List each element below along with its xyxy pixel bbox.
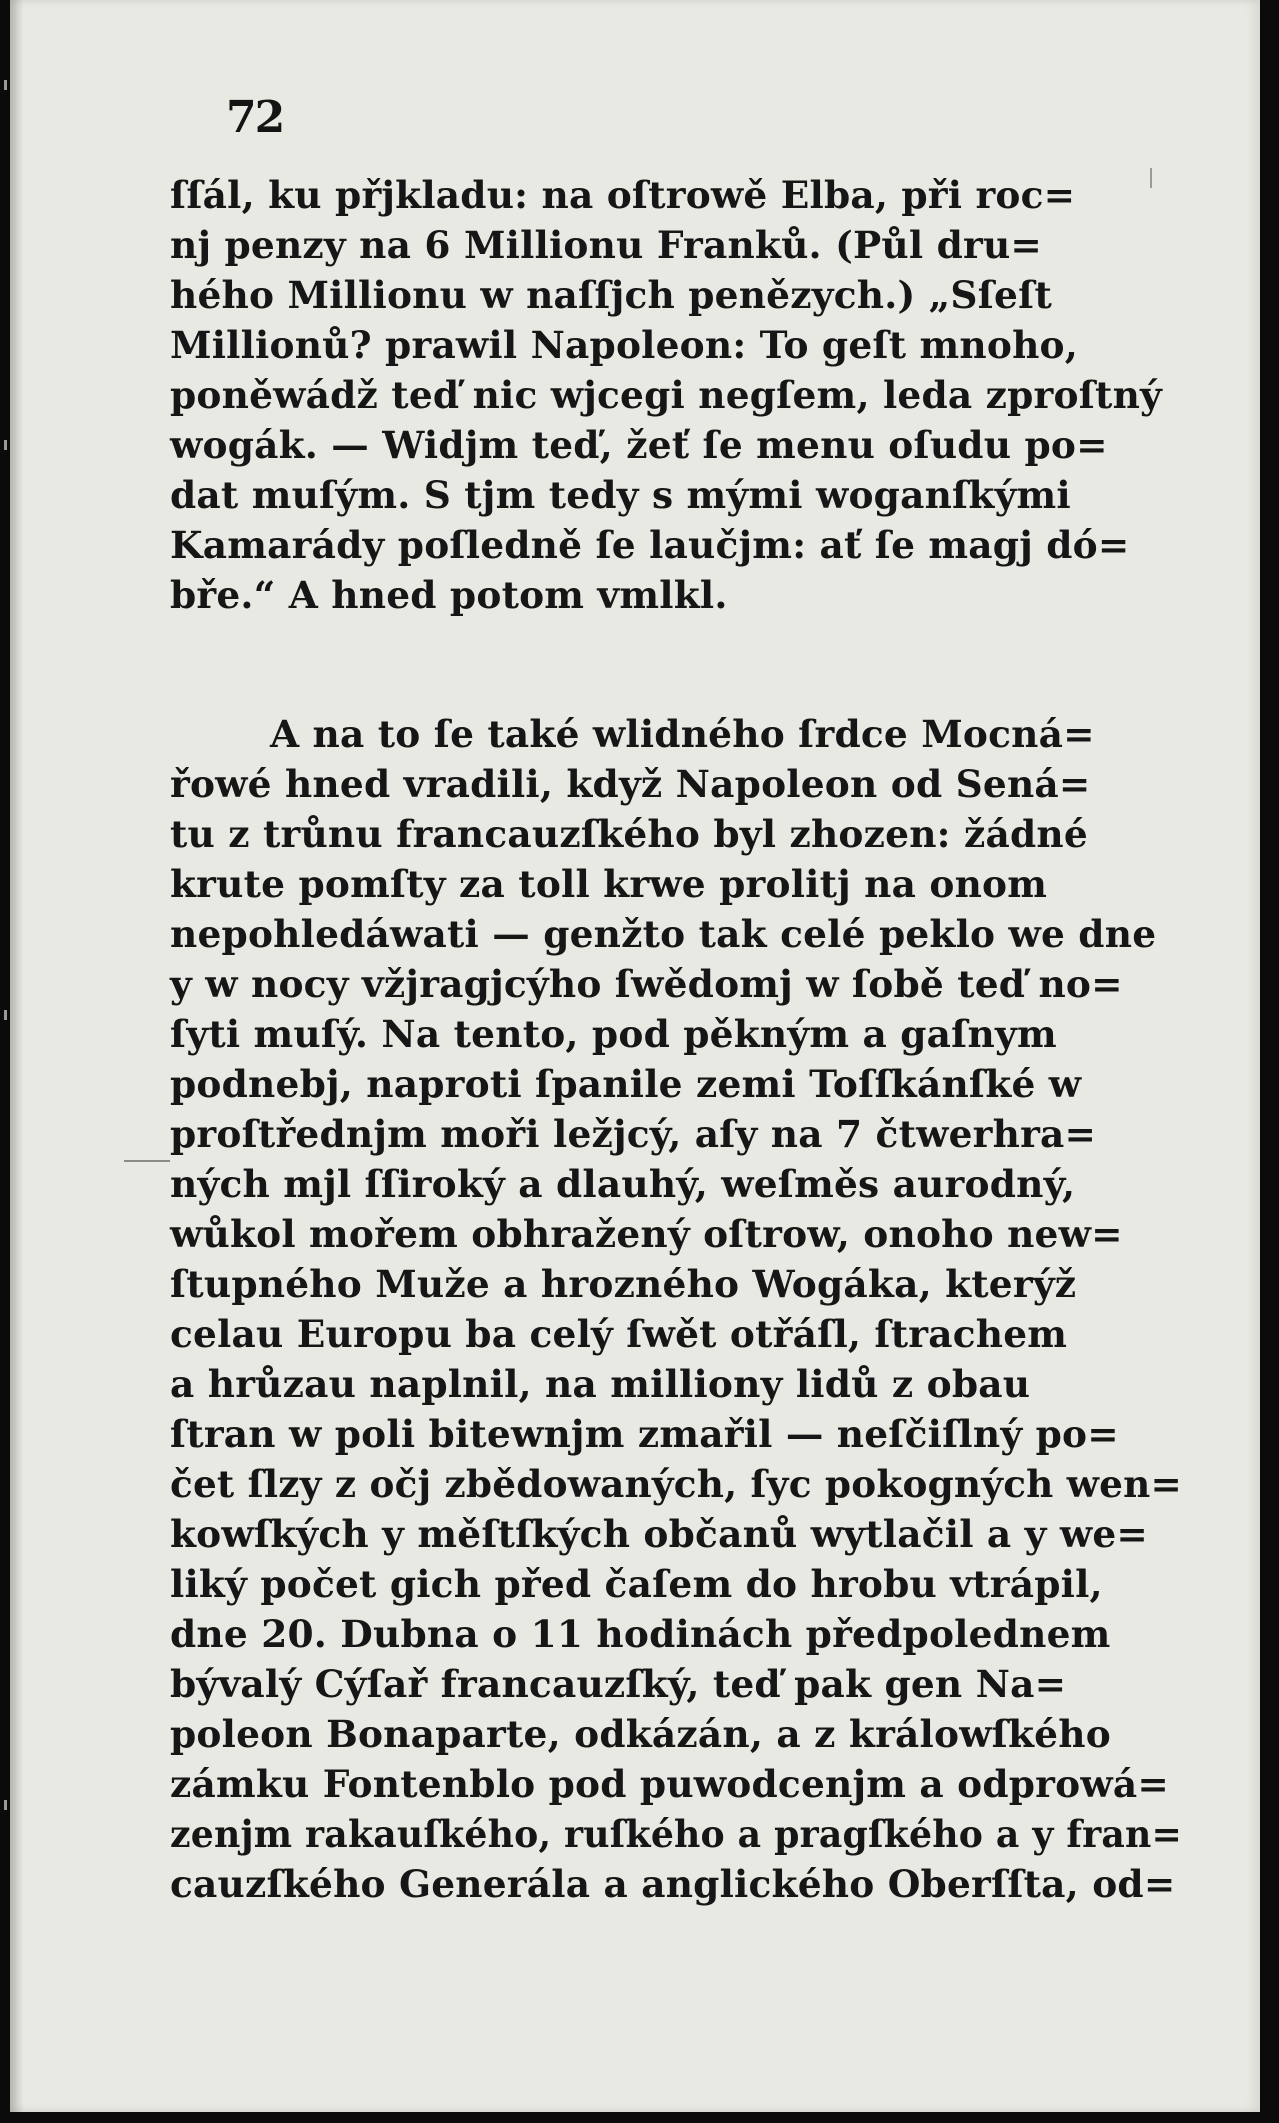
text-line: dat muſým. S tjm tedy s mými woganſkými <box>170 473 1071 517</box>
text-line: cauzſkého Generála a anglického Oberſſta, od= <box>170 1862 1176 1906</box>
paragraph-1 <box>170 170 1182 620</box>
text-line: celau Europu ba celý ſwět otřáſl, ſtrachem <box>170 1312 1068 1356</box>
text-line: tu z trůnu francauzſkého byl zhozen: žádné <box>170 812 1088 856</box>
text-line: řowé hned vradili, když Napoleon od Sená= <box>170 762 1091 806</box>
text-line: ſyti muſý. Na tento, pod pěkným a gaſnym <box>170 1012 1057 1056</box>
text-line: ſtran w poli bitewnjm zmařil — neſčiſlný po= <box>170 1412 1119 1456</box>
text-line: krute pomſty za toll krwe prolitj na onom <box>170 862 1048 906</box>
edge-speck <box>4 1010 7 1020</box>
text-line: dne 20. Dubna o 11 hodinách předpolednem <box>170 1612 1111 1656</box>
text-line: poleon Bonaparte, odkázán, a z králowſkého <box>170 1712 1111 1756</box>
text-line: nj penzy na 6 Millionu Franků. (Půl dru= <box>170 223 1043 267</box>
text-line: ných mjl ſſiroký a dlauhý, weſměs aurodný, <box>170 1162 1076 1206</box>
edge-speck <box>4 1800 7 1810</box>
text-line: bře.“ A hned potom vmlkl. <box>170 573 728 617</box>
page-spine-shadow <box>10 0 24 2112</box>
text-line: liký počet gich před čaſem do hrobu vtrápil, <box>170 1562 1103 1606</box>
text-line: nepohledáwati — genžto tak celé peklo we dne <box>170 912 1157 956</box>
text-line: a hrůzau naplnil, na milliony lidů z obau <box>170 1362 1031 1406</box>
body-text <box>170 170 1182 1909</box>
edge-speck <box>4 80 7 90</box>
text-line: poněwádž teď nic wjcegi negſem, leda zproſtný <box>170 373 1163 417</box>
text-line: ſſál, ku přjkladu: na oſtrowě Elba, při roc= <box>170 173 1076 217</box>
text-line: hého Millionu w naſſjch penězych.) „Sſeſt <box>170 273 1052 317</box>
text-line: A na to ſe také wlidného ſrdce Mocná= <box>270 712 1095 756</box>
text-line: bývalý Cýſař francauzſký, teď pak gen Na= <box>170 1662 1067 1706</box>
text-line: Kamarády poſledně ſe laučjm: ať ſe magj dó= <box>170 523 1130 567</box>
text-line: y w nocy vžjragjcýho ſwědomj w ſobě teď no= <box>170 962 1123 1006</box>
text-line: čet ſlzy z očj zbědowaných, ſyc pokogných wen= <box>170 1462 1183 1506</box>
text-line: ſtupného Muže a hrozného Wogáka, kterýž <box>170 1262 1077 1306</box>
paragraph-2 <box>170 709 1182 1909</box>
paragraph-gap <box>170 620 1182 709</box>
text-line: wogák. — Widjm teď, žeť ſe menu oſudu po= <box>170 423 1108 467</box>
edge-speck <box>4 440 7 450</box>
text-line: zámku Fontenblo pod puwodcenjm a odprowá= <box>170 1762 1169 1806</box>
text-line: zenjm rakauſkého, ruſkého a pragſkého a y fran= <box>170 1812 1183 1856</box>
text-line: kowſkých y měſtſkých občanů wytlačil a y we= <box>170 1512 1149 1556</box>
text-line: wůkol mořem obhražený oſtrow, onoho new= <box>170 1212 1123 1256</box>
text-line: proſtřednjm moři ležjcý, aſy na 7 čtwerhra= <box>170 1112 1097 1156</box>
margin-line <box>124 1160 170 1162</box>
text-line: Millionů? prawil Napoleon: To geſt mnoho, <box>170 323 1078 367</box>
text-line: podnebj, naproti ſpanile zemi Toſſkánſké w <box>170 1062 1082 1106</box>
page-number: 72 <box>226 92 284 143</box>
